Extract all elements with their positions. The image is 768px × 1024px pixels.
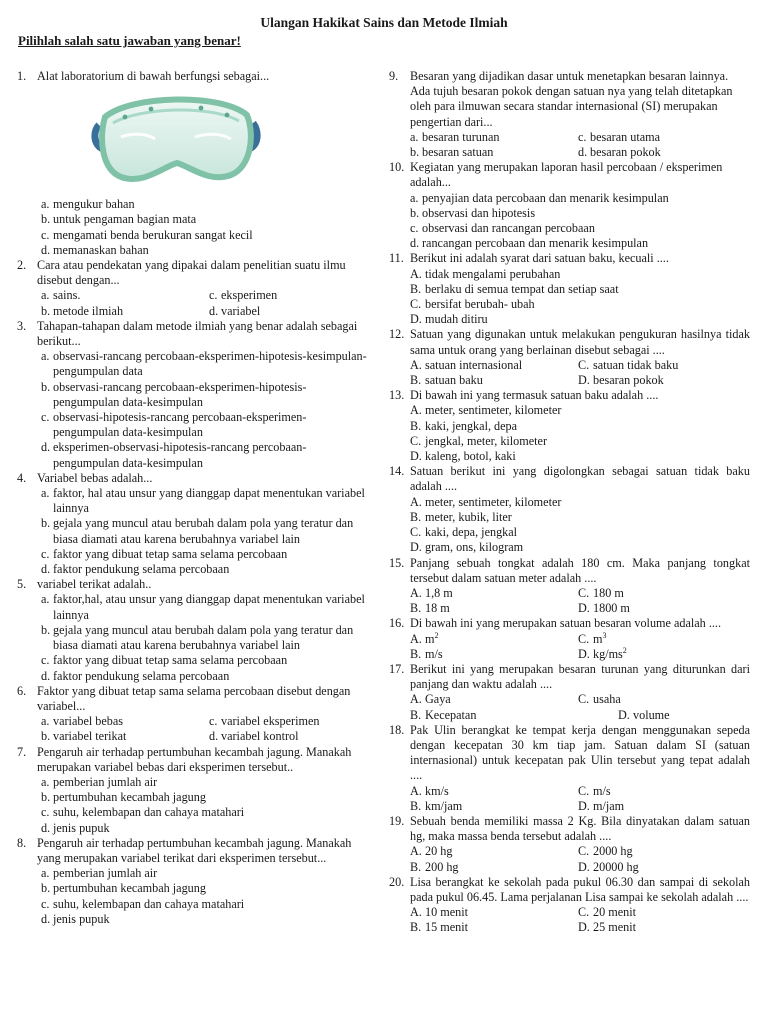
answer-options xyxy=(410,784,750,814)
option-d[interactable]: D. kaleng, botol, kaki xyxy=(410,449,516,464)
option-d[interactable]: d. besaran pokok xyxy=(578,145,661,160)
question-text: Alat laboratorium di bawah berfungsi sebagai... xyxy=(37,69,270,83)
answer-options xyxy=(410,586,750,616)
option-c[interactable]: C. m/s xyxy=(578,783,611,798)
question-12: 12. Satuan yang digunakan untuk melakukan pengukuran hasilnya tidak sama untuk orang yang berlainan disebut sebagai .... A. satuan internasional C. satuan tidak baku B. satuan baku D. besaran pokok xyxy=(389,327,750,388)
option-b[interactable]: b. metode ilmiah xyxy=(41,303,124,318)
question-text: Pak Ulin berangkat ke tempat kerja dengan menggunakan sepeda dengan kecepatan 30 km tiap jam. Satuan dalam SI (satuan internasional) untuk kecepatan pak Ulin tersebut yang tepat adalah .... xyxy=(410,722,750,783)
question-7: 7. Pengaruh air terhadap pertumbuhan kecambah jagung. Manakah merupakan variabel bebas dari eksperimen tersebut.. a. pemberian jumlah air b. pertumbuhan kecambah jagung c. suhu, kelembapan dan cahaya matahari d. jenis pupuk xyxy=(17,745,369,836)
answer-options xyxy=(41,288,369,318)
option-d[interactable]: D. m/jam xyxy=(578,798,625,813)
option-a[interactable]: A. 10 menit xyxy=(410,905,468,920)
option-b[interactable]: B. 15 menit xyxy=(410,920,468,935)
option-b[interactable]: b. pertumbuhan kecambah jagung xyxy=(41,881,206,896)
option-d[interactable]: d. faktor pendukung selama percobaan xyxy=(41,668,230,683)
option-c[interactable]: C. satuan tidak baku xyxy=(578,357,679,372)
option-b[interactable]: b. gejala yang muncul atau berubah dalam pola yang teratur dan biasa diamati atau karena berubahnya variabel lain xyxy=(41,622,354,653)
option-d[interactable]: d. memanaskan bahan xyxy=(41,242,149,257)
option-a[interactable]: A. meter, sentimeter, kilometer xyxy=(410,403,562,418)
option-c[interactable]: c. observasi-hipotesis-rancang percobaan-eksperimen-pengumpulan data-kesimpulan xyxy=(41,410,307,440)
question-text: Berikut ini adalah syarat dari satuan baku, kecuali .... xyxy=(410,251,669,266)
option-c[interactable]: C. bersifat berubah- ubah xyxy=(410,297,535,312)
question-text: Sebuah benda memiliki massa 2 Kg. Bila dinyatakan dalam satuan hg, maka massa benda tersebut adalah .... xyxy=(410,813,750,844)
option-d[interactable]: D. 20000 hg xyxy=(578,859,639,874)
option-b[interactable]: b. variabel terikat xyxy=(41,729,127,744)
option-d[interactable]: D. volume xyxy=(618,707,670,722)
option-a[interactable]: a. variabel bebas xyxy=(41,714,124,729)
answer-options xyxy=(41,775,369,836)
answer-options xyxy=(41,197,369,258)
option-c[interactable]: c. eksperimen xyxy=(209,288,278,303)
question-text: Cara atau pendekatan yang dipakai dalam penelitian suatu ilmu disebut dengan... xyxy=(37,258,346,288)
option-c[interactable]: C. 20 menit xyxy=(578,905,636,920)
question-11: 11. Berikut ini adalah syarat dari satuan baku, kecuali .... A. tidak mengalami perubahan B. berlaku di semua tempat dan setiap saat C. bersifat berubah- ubah D. mudah ditiru xyxy=(389,251,750,327)
question-20: 20. Lisa berangkat ke sekolah pada pukul 06.30 dan sampai di sekolah pada pukul 06.45. Lama perjalanan Lisa sampai ke sekolah adalah .... A. 10 menit C. 20 menit B. 15 menit D. 25 menit xyxy=(389,874,750,935)
option-a[interactable]: a. mengukur bahan xyxy=(41,197,135,212)
question-9: 9. Besaran yang dijadikan dasar untuk menetapkan besaran lainnya. Ada tujuh besaran pokok dengan satuan nya yang telah ditetapkan oleh para ilmuwan secara standar internasional (SI) merupakan pengertian dari... a. besaran turunan c. besaran utama b. besaran satuan d. besaran pokok xyxy=(389,69,750,160)
option-d[interactable]: D. 1800 m xyxy=(578,601,630,616)
question-6: 6. Faktor yang dibuat tetap sama selama percobaan disebut dengan variabel... a. variabel bebas c. variabel eksperimen b. variabel terikat d. variabel kontrol xyxy=(17,684,369,745)
option-d[interactable]: d. rancangan percobaan dan menarik kesimpulan xyxy=(410,236,649,251)
question-text: Satuan berikut ini yang digolongkan sebagai satuan tidak baku adalah .... xyxy=(410,464,750,494)
option-a[interactable]: a. observasi-rancang percobaan-eksperimen-hipotesis-kesimpulan-pengumpulan data xyxy=(41,349,367,379)
question-text: variabel terikat adalah.. xyxy=(37,577,152,592)
question-text: Lisa berangkat ke sekolah pada pukul 06.30 dan sampai di sekolah pada pukul 06.45. Lama perjalanan Lisa sampai ke sekolah adalah .... xyxy=(410,874,750,904)
option-c[interactable]: C. $m^3$ xyxy=(578,630,607,646)
question-text: Satuan yang digunakan untuk melakukan pengukuran hasilnya tidak sama untuk orang yang berlainan disebut sebagai .... xyxy=(410,327,750,357)
question-10: 10. Kegiatan yang merupakan laporan hasil percobaan / eksperimen adalah... a. penyajian data percobaan dan menarik kesimpulan b. observasi dan hipotesis c. observasi dan rancangan percobaan d. rancangan percobaan dan menarik kesimpulan xyxy=(389,160,750,251)
answer-options xyxy=(410,191,750,252)
answer-options xyxy=(410,403,750,464)
answer-options xyxy=(410,905,750,935)
question-text: Faktor yang dibuat tetap sama selama percobaan disebut dengan variabel... xyxy=(37,683,351,713)
option-b[interactable]: b. gejala yang muncul atau berubah dalam pola yang teratur dan biasa diamati atau karena berubahnya variabel lain xyxy=(41,516,354,546)
answer-options xyxy=(410,267,750,328)
question-5: 5. variabel terikat adalah.. a. faktor,hal, atau unsur yang dianggap dapat menentukan variabel lainnya b. gejala yang muncul atau berubah dalam pola yang teratur dan biasa diamati atau karena berubahnya variabel lain c. faktor yang dibuat tetap sama selama percobaan d. faktor pendukung selama percobaan xyxy=(17,577,369,683)
question-3: 3. Tahapan-tahapan dalam metode ilmiah yang benar adalah sebagai berikut... a. observasi-rancang percobaan-eksperimen-hipotesis-kesimpulan-pengumpulan data b. observasi-rancang percobaan-eksperimen-hipotesis-pengumpulan data-kesimpulan c. observasi-hipotesis-rancang percobaan-eksperimen-pengumpulan data-kesimpulan d. eksperimen-observasi-hipotesis-rancang percobaan-pengumpulan data-kesimpulan xyxy=(17,319,369,471)
question-text: Pengaruh air terhadap pertumbuhan kecambah jagung. Manakah yang merupakan variabel terikat dari eksperimen tersebut... xyxy=(37,835,352,865)
option-b[interactable]: B. km/jam xyxy=(410,798,463,813)
option-a[interactable]: A. satuan internasional xyxy=(410,357,523,372)
question-text: Berikut ini yang merupakan besaran turunan yang diturunkan dari panjang dan waktu adalah .... xyxy=(410,661,750,692)
question-17: 17. Berikut ini yang merupakan besaran turunan yang diturunkan dari panjang dan waktu adalah .... A. Gaya C. usaha B. Kecepatan D. volume xyxy=(389,661,750,722)
option-d[interactable]: d. eksperimen-observasi-hipotesis-rancang percobaan-pengumpulan data-kesimpulan xyxy=(41,440,307,470)
option-b[interactable]: B. 200 hg xyxy=(410,859,459,874)
question-text: Di bawah ini yang termasuk satuan baku adalah .... xyxy=(410,388,659,403)
answer-options xyxy=(41,714,369,744)
option-c[interactable]: c. mengamati benda berukuran sangat kecil xyxy=(41,227,253,242)
option-c[interactable]: c. besaran utama xyxy=(578,129,661,144)
question-16: 16. Di bawah ini yang merupakan satuan besaran volume adalah .... A. $m^2$ C. $m^3$ B. m/s D. $kg/ms^2$ xyxy=(389,616,750,662)
option-c[interactable]: c. faktor yang dibuat tetap sama selama percobaan xyxy=(41,653,288,668)
option-c[interactable]: c. variabel eksperimen xyxy=(209,714,320,729)
safety-goggles-icon xyxy=(91,87,261,195)
question-text: Kegiatan yang merupakan laporan hasil percobaan / eksperimen adalah... xyxy=(410,160,723,190)
answer-options xyxy=(410,632,750,662)
answer-options xyxy=(410,844,750,874)
question-1: 1. Alat laboratorium di bawah berfungsi sebagai... a. mengukur bahan b. untuk pengaman bagian mata c. mengamati benda berukuran sangat kecil d. memanaskan bahan xyxy=(17,69,369,258)
option-a[interactable]: a. besaran turunan xyxy=(410,129,500,144)
left-column xyxy=(17,69,369,927)
option-a[interactable]: A. Gaya xyxy=(410,692,451,707)
option-c[interactable]: c. observasi dan rancangan percobaan xyxy=(410,221,595,236)
option-b[interactable]: b. observasi-rancang percobaan-eksperimen-hipotesis-pengumpulan data-kesimpulan xyxy=(41,379,307,409)
option-d[interactable]: d. faktor pendukung selama percobaan xyxy=(41,562,230,577)
answer-options xyxy=(410,358,750,388)
option-a[interactable]: a. pemberian jumlah air xyxy=(41,774,158,789)
page-title: Ulangan Hakikat Sains dan Metode Ilmiah xyxy=(260,15,508,30)
question-2: 2. Cara atau pendekatan yang dipakai dalam penelitian suatu ilmu disebut dengan... a. sains. c. eksperimen b. metode ilmiah d. variabel xyxy=(17,258,369,319)
option-a[interactable]: A. tidak mengalami perubahan xyxy=(410,266,561,281)
option-c[interactable]: c. faktor yang dibuat tetap sama selama percobaan xyxy=(41,546,288,561)
option-c[interactable]: C. usaha xyxy=(578,692,621,707)
option-a[interactable]: a. faktor,hal, atau unsur yang dianggap dapat menentukan variabel lainnya xyxy=(41,592,365,622)
option-c[interactable]: C. 180 m xyxy=(578,585,624,600)
question-text: Di bawah ini yang merupakan satuan besaran volume adalah .... xyxy=(410,616,722,631)
option-b[interactable]: b. observasi dan hipotesis xyxy=(410,205,536,220)
option-c[interactable]: C. jengkal, meter, kilometer xyxy=(410,433,548,448)
option-d[interactable]: d. jenis pupuk xyxy=(41,911,110,926)
option-c[interactable]: c. suhu, kelembapan dan cahaya matahari xyxy=(41,805,245,820)
option-b[interactable]: b. untuk pengaman bagian mata xyxy=(41,212,197,227)
question-text: Variabel bebas adalah... xyxy=(37,470,153,485)
option-b[interactable]: b. pertumbuhan kecambah jagung xyxy=(41,790,206,805)
option-d[interactable]: d. variabel kontrol xyxy=(209,729,299,744)
question-text: Besaran yang dijadikan dasar untuk menetapkan besaran lainnya. Ada tujuh besaran pokok dengan satuan nya yang telah ditetapkan oleh para ilmuwan secara standar internasional (SI) merupakan pengertian dari... xyxy=(410,69,733,129)
question-4: 4. Variabel bebas adalah... a. faktor, hal atau unsur yang dianggap dapat menentukan variabel lainnya b. gejala yang muncul atau berubah dalam pola yang teratur dan biasa diamati atau karena berubahnya variabel lain c. faktor yang dibuat tetap sama selama percobaan d. faktor pendukung selama percobaan xyxy=(17,471,369,577)
instruction: Pilihlah salah satu jawaban yang benar! xyxy=(18,33,241,48)
question-18: 18. Pak Ulin berangkat ke tempat kerja dengan menggunakan sepeda dengan kecepatan 30 km tiap jam. Satuan dalam SI (satuan internasional) untuk kecepatan pak Ulin tersebut yang tepat adalah .... A. km/s C. m/s B. km/jam D. m/jam xyxy=(389,722,750,813)
question-text: Pengaruh air terhadap pertumbuhan kecambah jagung. Manakah merupakan variabel bebas dari eksperimen tersebut.. xyxy=(37,744,352,774)
question-text: Panjang sebuah tongkat adalah 180 cm. Maka panjang tongkat tersebut dalam satuan meter adalah .... xyxy=(410,555,750,585)
answer-options xyxy=(41,592,369,683)
option-a[interactable]: a. penyajian data percobaan dan menarik kesimpulan xyxy=(410,190,669,205)
option-b[interactable]: B. satuan baku xyxy=(410,373,483,388)
answer-options xyxy=(410,692,750,722)
question-14: 14. Satuan berikut ini yang digolongkan sebagai satuan tidak baku adalah .... A. meter, sentimeter, kilometer B. meter, kubik, liter C. kaki, depa, jengkal D. gram, ons, kilogram xyxy=(389,464,750,555)
option-b[interactable]: B. berlaku di semua tempat dan setiap saat xyxy=(410,281,619,296)
answer-options xyxy=(41,866,369,927)
question-text: Tahapan-tahapan dalam metode ilmiah yang benar adalah sebagai berikut... xyxy=(37,318,358,349)
option-d[interactable]: d. jenis pupuk xyxy=(41,820,110,835)
option-d[interactable]: D. mudah ditiru xyxy=(410,312,488,327)
option-a[interactable]: A. $m^2$ xyxy=(410,630,439,646)
option-c[interactable]: C. 2000 hg xyxy=(578,844,633,859)
option-a[interactable]: A. meter, sentimeter, kilometer xyxy=(410,494,562,509)
option-b[interactable]: B. Kecepatan xyxy=(410,707,477,722)
option-d[interactable]: D. $kg/ms^2$ xyxy=(578,645,627,661)
option-c[interactable]: C. kaki, depa, jengkal xyxy=(410,525,518,540)
option-a[interactable]: a. faktor, hal atau unsur yang dianggap dapat menentukan variabel lainnya xyxy=(41,486,365,516)
option-b[interactable]: B. m/s xyxy=(410,646,443,661)
option-a[interactable]: A. km/s xyxy=(410,783,449,798)
answer-options xyxy=(41,349,369,471)
answer-options xyxy=(410,130,750,160)
option-c[interactable]: c. suhu, kelembapan dan cahaya matahari xyxy=(41,896,245,911)
option-a[interactable]: A. 20 hg xyxy=(410,844,453,859)
option-d[interactable]: D. besaran pokok xyxy=(578,373,664,388)
option-b[interactable]: B. kaki, jengkal, depa xyxy=(410,418,518,433)
option-d[interactable]: d. variabel xyxy=(209,303,261,318)
option-a[interactable]: A. 1,8 m xyxy=(410,585,453,600)
answer-options xyxy=(41,486,369,577)
question-15: 15. Panjang sebuah tongkat adalah 180 cm. Maka panjang tongkat tersebut dalam satuan meter adalah .... A. 1,8 m C. 180 m B. 18 m D. 1800 m xyxy=(389,555,750,616)
question-19: 19. Sebuah benda memiliki massa 2 Kg. Bila dinyatakan dalam satuan hg, maka massa benda tersebut adalah .... A. 20 hg C. 2000 hg B. 200 hg D. 20000 hg xyxy=(389,813,750,874)
question-8: 8. Pengaruh air terhadap pertumbuhan kecambah jagung. Manakah yang merupakan variabel terikat dari eksperimen tersebut... a. pemberian jumlah air b. pertumbuhan kecambah jagung c. suhu, kelembapan dan cahaya matahari d. jenis pupuk xyxy=(17,836,369,927)
option-d[interactable]: D. gram, ons, kilogram xyxy=(410,540,524,555)
option-b[interactable]: B. 18 m xyxy=(410,601,450,616)
right-column xyxy=(389,69,750,936)
option-a[interactable]: a. sains. xyxy=(41,288,81,303)
answer-options xyxy=(410,495,750,556)
option-d[interactable]: D. 25 menit xyxy=(578,920,636,935)
option-b[interactable]: B. meter, kubik, liter xyxy=(410,509,512,524)
option-a[interactable]: a. pemberian jumlah air xyxy=(41,866,158,881)
question-13: 13. Di bawah ini yang termasuk satuan baku adalah .... A. meter, sentimeter, kilometer B. kaki, jengkal, depa C. jengkal, meter, kilometer D. kaleng, botol, kaki xyxy=(389,388,750,464)
option-b[interactable]: b. besaran satuan xyxy=(410,145,494,160)
